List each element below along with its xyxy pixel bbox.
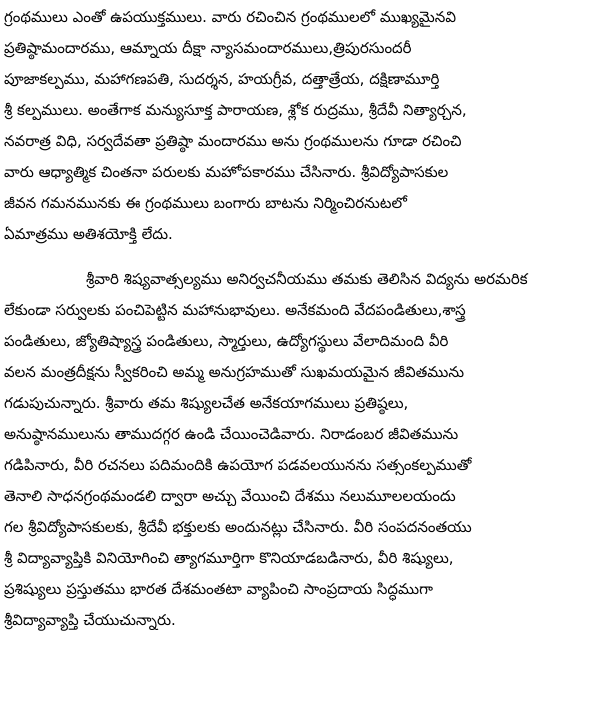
text-line: శ్రీ విద్యావ్యాప్తికి వినియోగించి త్యాగమూర్తిగా కొనియాడబడినారు, వీరి శిష్యులు, [4,549,454,567]
text-line: గ్రంథములు ఎంతో ఉపయుక్తములు. వారు రచించిన గ్రంథములలో ముఖ్యమైనవి [4,8,456,26]
text-line: శ్రీవారి శిష్యవాత్సల్యము అనిర్వచనీయము తమకు తెలిసిన విద్యను అరమరిక [86,270,528,288]
text-line: లేకుండా సర్వులకు పంచిపెట్టిన మహానుభావులు. అనేకమంది వేదపండితులు,శాస్త్ర [4,301,466,319]
text-line: వలన మంత్రదీక్షను స్వీకరించి అమ్మ అనుగ్రహముతో సుఖమయమైన జీవితమును [4,363,465,381]
text-line: నవరాత్ర విధి, సర్వదేవతా ప్రతిష్ఠా మందారము అను గ్రంథములను గూడా రచించి [4,132,462,150]
text-line: తెనాలి సాధనగ్రంథమండలి ద్వారా అచ్చు వేయించి దేశము నలుమూలలయందు [4,487,456,505]
text-line: పూజాకల్పము, మహాగణపతి, సుదర్శన, హయగ్రీవ, దత్తాత్రేయ, దక్షిణామూర్తి [4,70,440,88]
text-line: గడిపినారు, వీరి రచనలు పదిమందికి ఉపయోగ పడవలయునను సత్సంకల్పముతో [4,456,472,474]
text-line: శ్రీ కల్పములు. అంతేగాక మన్యుసూక్త పారాయణ, శ్లోక రుద్రము, శ్రీదేవీ నిత్యార్చన, [4,101,467,119]
text-line: పండితులు, జ్యోతిష్యాస్త్ర పండితులు, స్మార్తులు, ఉద్యోగస్థులు వేలాదిమంది వీరి [4,332,449,350]
text-line: శ్రీవిద్యావ్యాప్తి చేయుచున్నారు. [4,611,176,629]
text-line: ప్రశిష్యులు ప్రస్తుతము భారత దేశమంతటా వ్యాపించి సాంప్రదాయ సిద్ధముగా [4,580,433,598]
text-line: ప్రతిష్ఠామందారము, ఆమ్నాయ దీక్షా న్యాసమందారములు,త్రిపురసుందరీ [4,39,412,57]
text-line: జీవన గమనమునకు ఈ గ్రంథములు బంగారు బాటను నిర్మించిరనుటలో [4,194,407,212]
text-line: వారు ఆధ్యాత్మిక చింతనా పరులకు మహోపకారము చేసినారు. శ్రీవిద్యోపాసకుల [4,163,449,181]
text-line: అనుష్ఠానములును తాముదగ్గర ఉండి చేయించెడివారు. నిరాడంబర జీవితమును [4,425,459,443]
paragraph-2 [4,264,594,636]
text-line: గల శ్రీవిద్యోపాసకులకు, శ్రీదేవీ భక్తులకు అందునట్లు చేసినారు. వీరి సంపదనంతయు [4,518,472,536]
paragraph-1 [4,2,594,250]
text-line: ఏమాత్రము అతిశయోక్తి లేదు. [4,225,173,243]
text-line: గడుపుచున్నారు. శ్రీవారు తమ శిష్యులచేత అనేకయాగములు ప్రతిష్ఠలు, [4,394,409,412]
